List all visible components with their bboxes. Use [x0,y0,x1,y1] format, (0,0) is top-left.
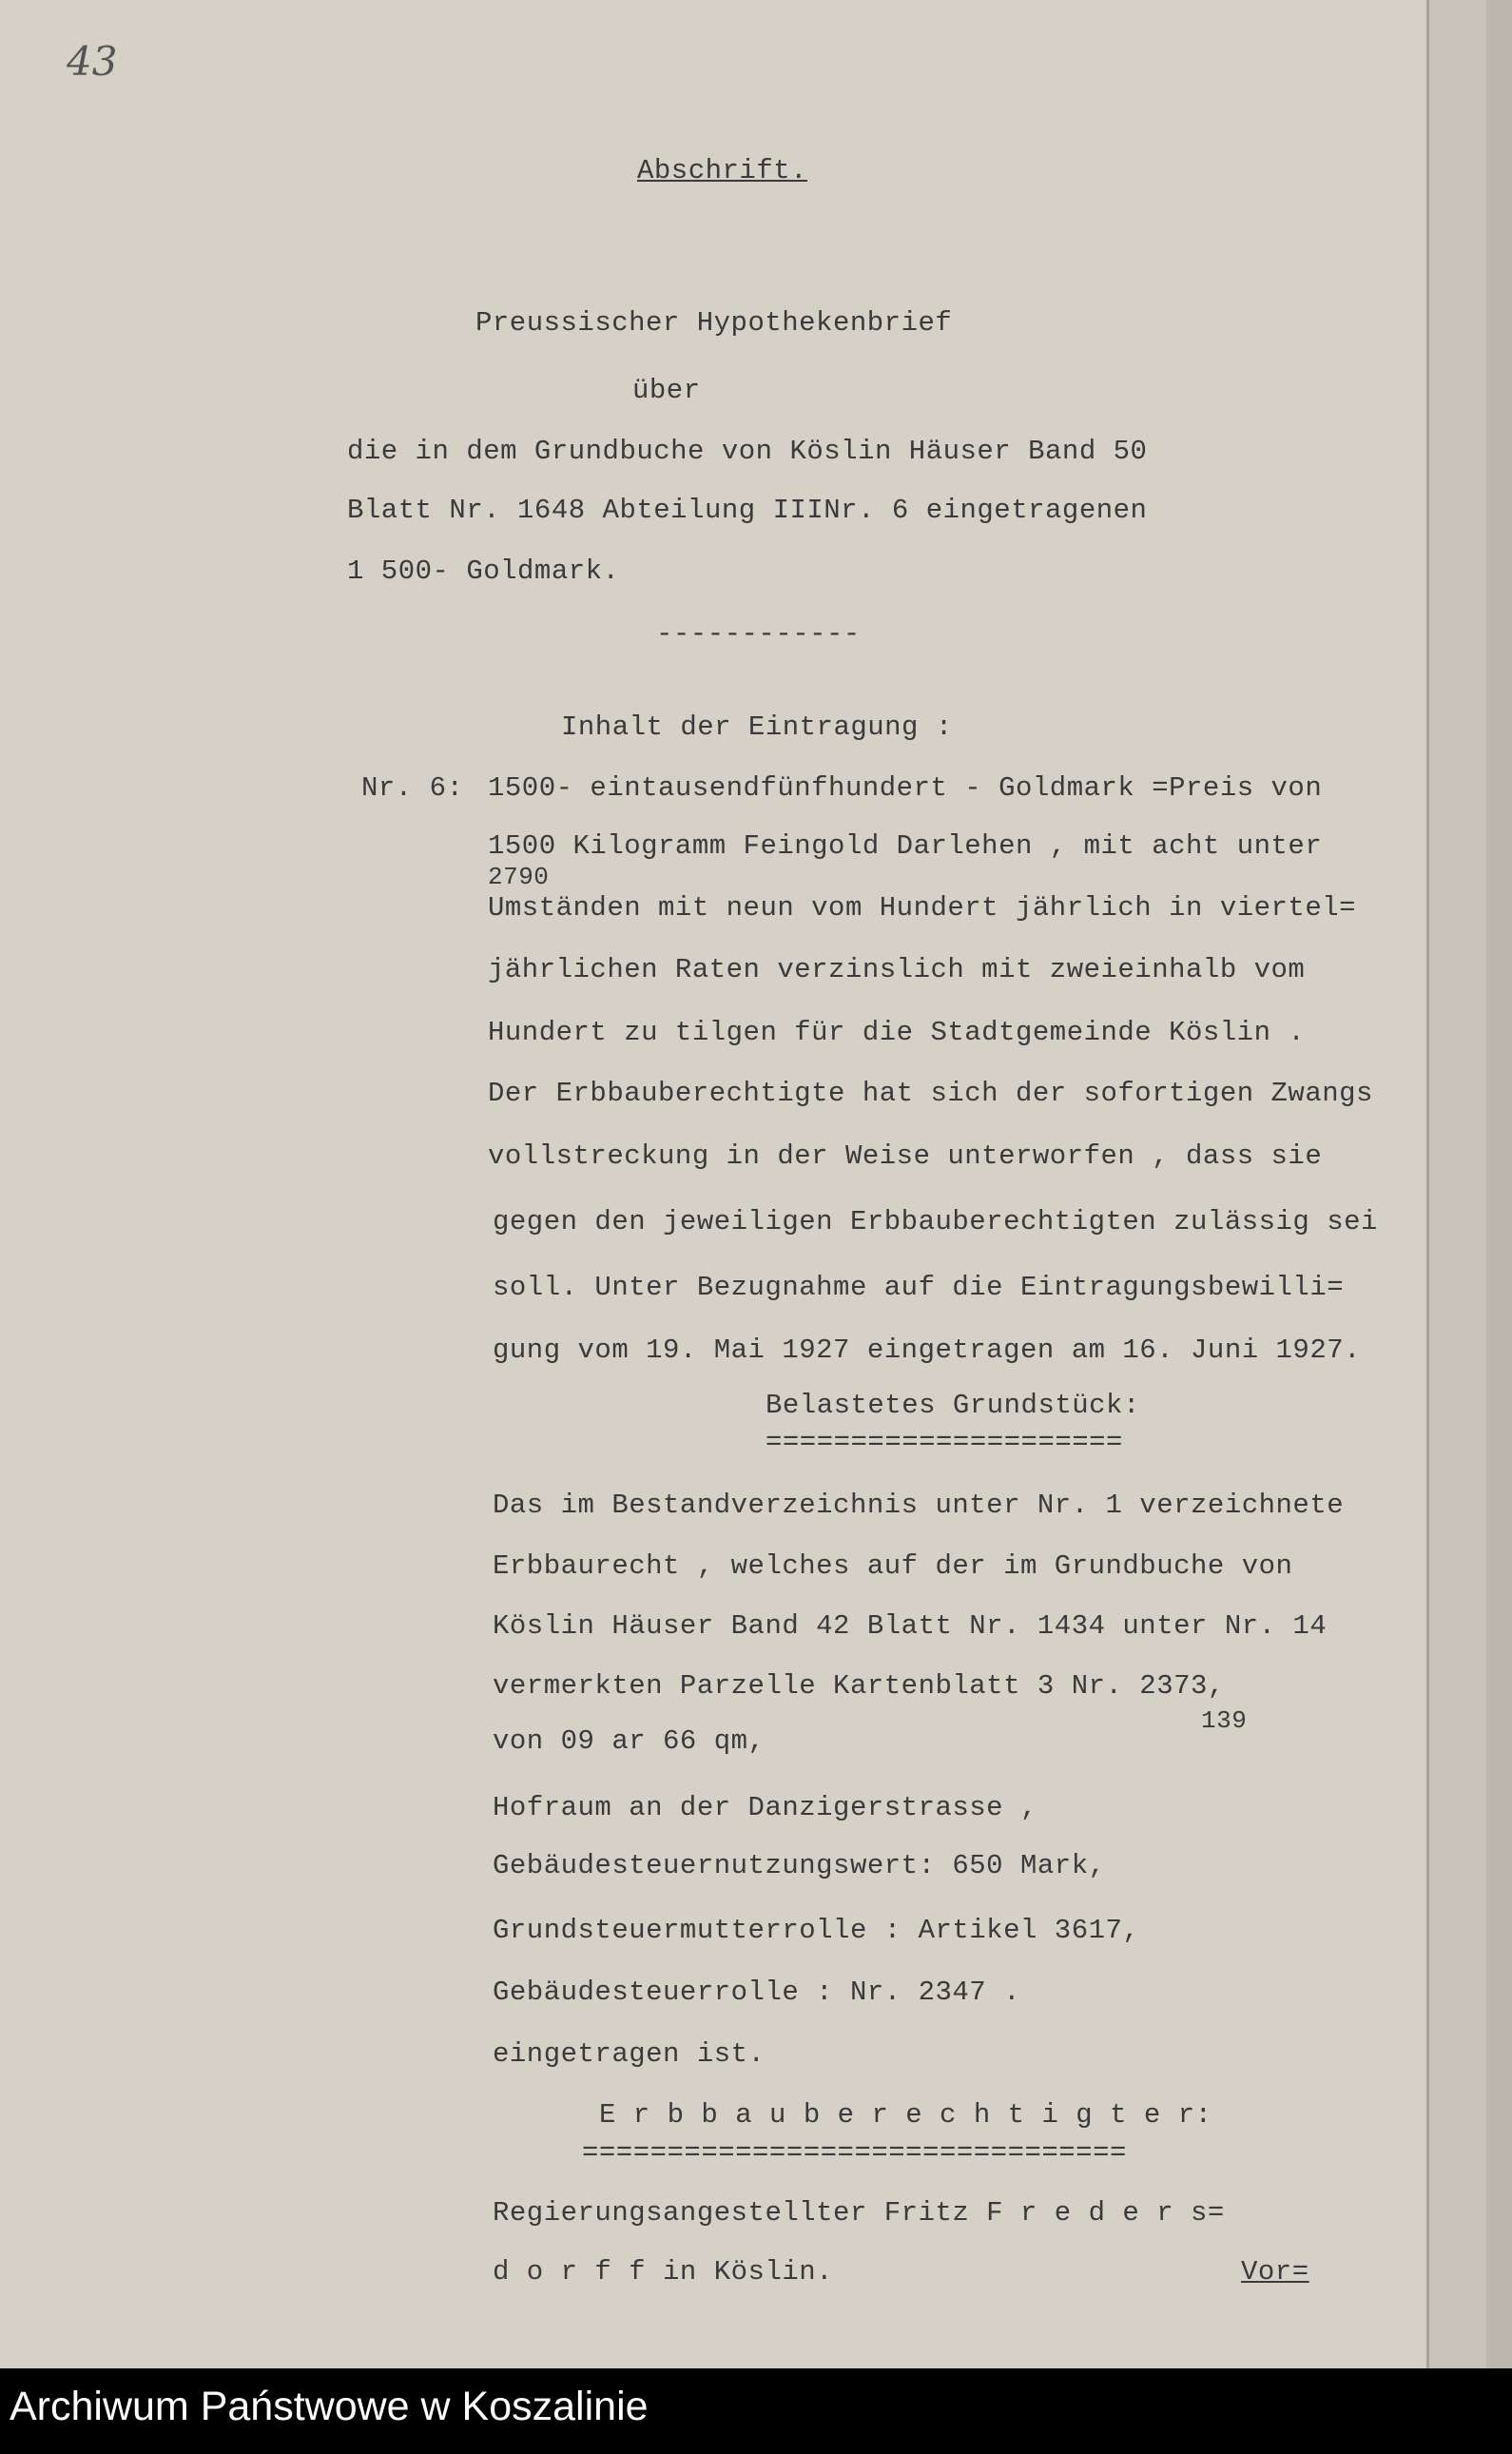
header-separator: ------------ [656,618,861,650]
grundstueck-line-10: eingetragen ist. [493,2038,766,2070]
inhalt-line-6: Der Erbbauberechtigte hat sich der sofortigen Zwangs [488,1078,1373,1109]
grundstueck-line-8: Grundsteuermutterrolle : Artikel 3617, [493,1915,1140,1946]
grundstueck-line-2: Erbbaurecht , welches auf der im Grundbuche von [493,1550,1293,1582]
adjacent-page-edge [1426,0,1512,2368]
grundstueck-line-3: Köslin Häuser Band 42 Blatt Nr. 1434 unter Nr. 14 [493,1610,1328,1642]
grundstueck-line-5: von 09 ar 66 qm, [493,1725,766,1757]
archive-name: Archiwum Państwowe w Koszalinie [10,2384,649,2429]
grundstueck-line-1: Das im Bestandverzeichnis unter Nr. 1 verzeichnete [493,1490,1345,1521]
header-line-3: die in dem Grundbuche von Köslin Häuser Band 50 [347,436,1148,467]
header-line-4: Blatt Nr. 1648 Abteilung IIINr. 6 eingetragenen [347,495,1148,526]
inhalt-line-10: gung vom 19. Mai 1927 eingetragen am 16. Juni 1927. [493,1334,1362,1366]
header-line-1: Preussischer Hypothekenbrief [475,307,953,339]
inhalt-line-5: Hundert zu tilgen für die Stadtgemeinde Köslin . [488,1017,1306,1048]
inhalt-line-1: 1500- eintausendfünfhundert - Goldmark =Preis von [488,772,1323,804]
inhalt-line-4: jährlichen Raten verzinslich mit zweieinhalb vom [488,954,1306,985]
erbbau-heading: E r b b a u b e r e c h t i g t e r: [599,2099,1212,2131]
parcel-fraction-denominator: 139 [1201,1706,1248,1735]
erbbau-underline: ================================ [582,2137,1127,2169]
page-continuation: Vor= [1241,2256,1309,2288]
inhalt-line-3: Umständen mit neun vom Hundert jährlich in viertel= [488,892,1357,924]
grundstueck-underline: ===================== [766,1427,1123,1458]
grundstueck-line-6: Hofraum an der Danzigerstrasse , [493,1792,1037,1823]
inhalt-line-2: 1500 Kilogramm Feingold Darlehen , mit acht unter [488,830,1323,862]
archive-footer [0,2368,1512,2454]
parcel-number-underline [1179,1670,1248,1702]
grundstueck-line-9: Gebäudesteuerrolle : Nr. 2347 . [493,1977,1020,2008]
header-line-2: über [632,375,701,406]
grundstueck-heading: Belastetes Grundstück: [766,1390,1140,1421]
grundstueck-line-7: Gebäudesteuernutzungswert: 650 Mark, [493,1850,1106,1881]
document-title: Abschrift. [637,155,808,186]
inhalt-heading: Inhalt der Eintragung : [561,711,953,743]
inhalt-line-8: gegen den jeweiligen Erbbauberechtigten zulässig sei [493,1206,1378,1237]
erbbau-line-2: d o r f f in Köslin. [493,2256,834,2288]
margin-page-number: 43 [67,38,118,85]
grundstueck-line-4: vermerkten Parzelle Kartenblatt 3 Nr. 2373, [493,1670,1225,1702]
inhalt-line-7: vollstreckung in der Weise unterworfen , dass sie [488,1140,1323,1172]
inhalt-line-9: soll. Unter Bezugnahme auf die Eintragungsbewilli= [493,1272,1345,1303]
page-edge-stripe [1486,0,1512,2368]
fraction-numerator-underline [488,830,556,862]
erbbau-line-1: Regierungsangestellter Fritz F r e d e r s= [493,2197,1225,2229]
entry-label: Nr. 6: [361,772,464,804]
header-line-5: 1 500- Goldmark. [347,555,620,587]
fraction-denominator: 2790 [488,863,550,891]
